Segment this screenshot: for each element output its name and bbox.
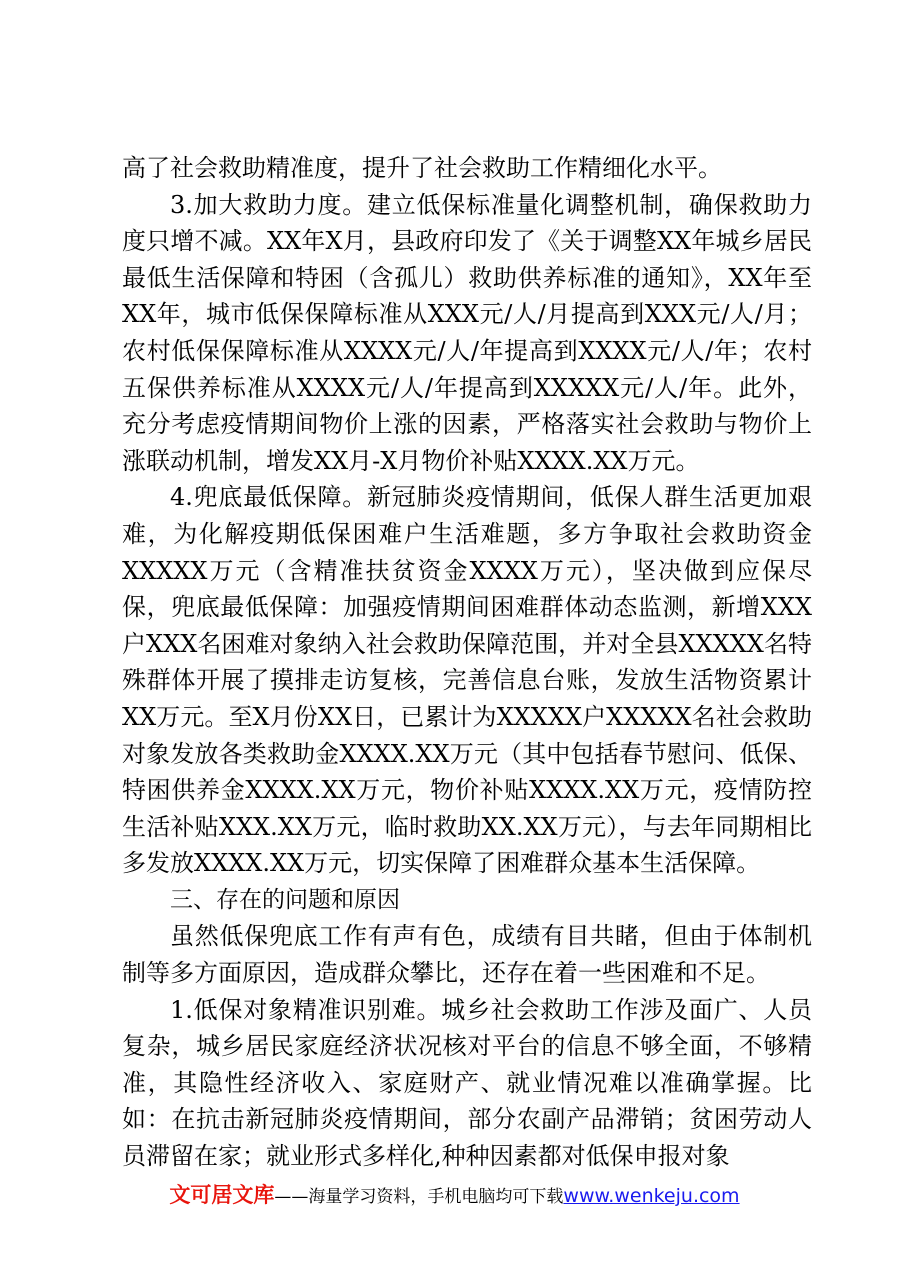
footer-tagline: ——海量学习资料，手机电脑均可下载: [274, 1187, 564, 1207]
footer-site-link[interactable]: www.wenkeju.com: [563, 1185, 740, 1207]
paragraph-problems-intro: 虽然低保兜底工作有声有色，成绩有目共睹，但由于体制机制等多方面原因，造成群众攀比，还存在着一些困难和不足。: [122, 922, 812, 988]
footer-banner: [0, 1180, 909, 1212]
document-body: [122, 150, 812, 1175]
paragraph-continuation: 高了社会救助精准度，提升了社会救助工作精细化水平。: [122, 154, 722, 182]
paragraph-identification-difficulty: 1.低保对象精准识别难。城乡社会救助工作涉及面广、人员复杂，城乡居民家庭经济状况核对平台的信息不够全面，不够精准，其隐性经济收入、家庭财产、就业情况难以准确掌握。比如：在抗击新冠肺炎疫情期间，部分农副产品滞销；贫困劳动人员滞留在家；就业形式多样化,种种因素都对低保申报对象: [122, 995, 812, 1171]
section-heading-problems: 三、存在的问题和原因: [170, 886, 400, 913]
paragraph-minimum-guarantee: 4.兜底最低保障。新冠肺炎疫情期间，低保人群生活更加艰难，为化解疫期低保困难户生活难题，多方争取社会救助资金XXXXX万元（含精准扶贫资金XXXX万元），坚决做到应保尽保，兜底最低保障：加强疫情期间困难群体动态监测，新增XXX户XXX名困难对象纳入社会救助保障范围，并对全县XXXXX名特殊群体开展了摸排走访复核，完善信息台账，发放生活物资累计XX万元。至X月份XX日，已累计为XXXXX户XXXXX名社会救助对象发放各类救助金XXXX.XX万元（其中包括春节慰问、低保、特困供养金XXXX.XX万元，物价补贴XXXX.XX万元，疫情防控生活补贴XXX.XX万元，临时救助XX.XX万元），与去年同期相比多发放XXXX.XX万元，切实保障了困难群众基本生活保障。: [122, 483, 812, 878]
paragraph-increase-assistance: 3.加大救助力度。建立低保标准量化调整机制，确保救助力度只增不减。XX年X月，县政府印发了《关于调整XX年城乡居民最低生活保障和特困（含孤儿）救助供养标准的通知》，XX年至XX年，城市低保保障标准从XXX元/人/月提高到XXX元/人/月；农村低保保障标准从XXXX元/人/年提高到XXXX元/人/年；农村五保供养标准从XXXX元/人/年提高到XXXXX元/人/年。此外，充分考虑疫情期间物价上涨的因素，严格落实社会救助与物价上涨联动机制，增发XX月-X月物价补贴XXXX.XX万元。: [122, 190, 812, 475]
footer-brand: 文可居文库: [169, 1183, 275, 1207]
